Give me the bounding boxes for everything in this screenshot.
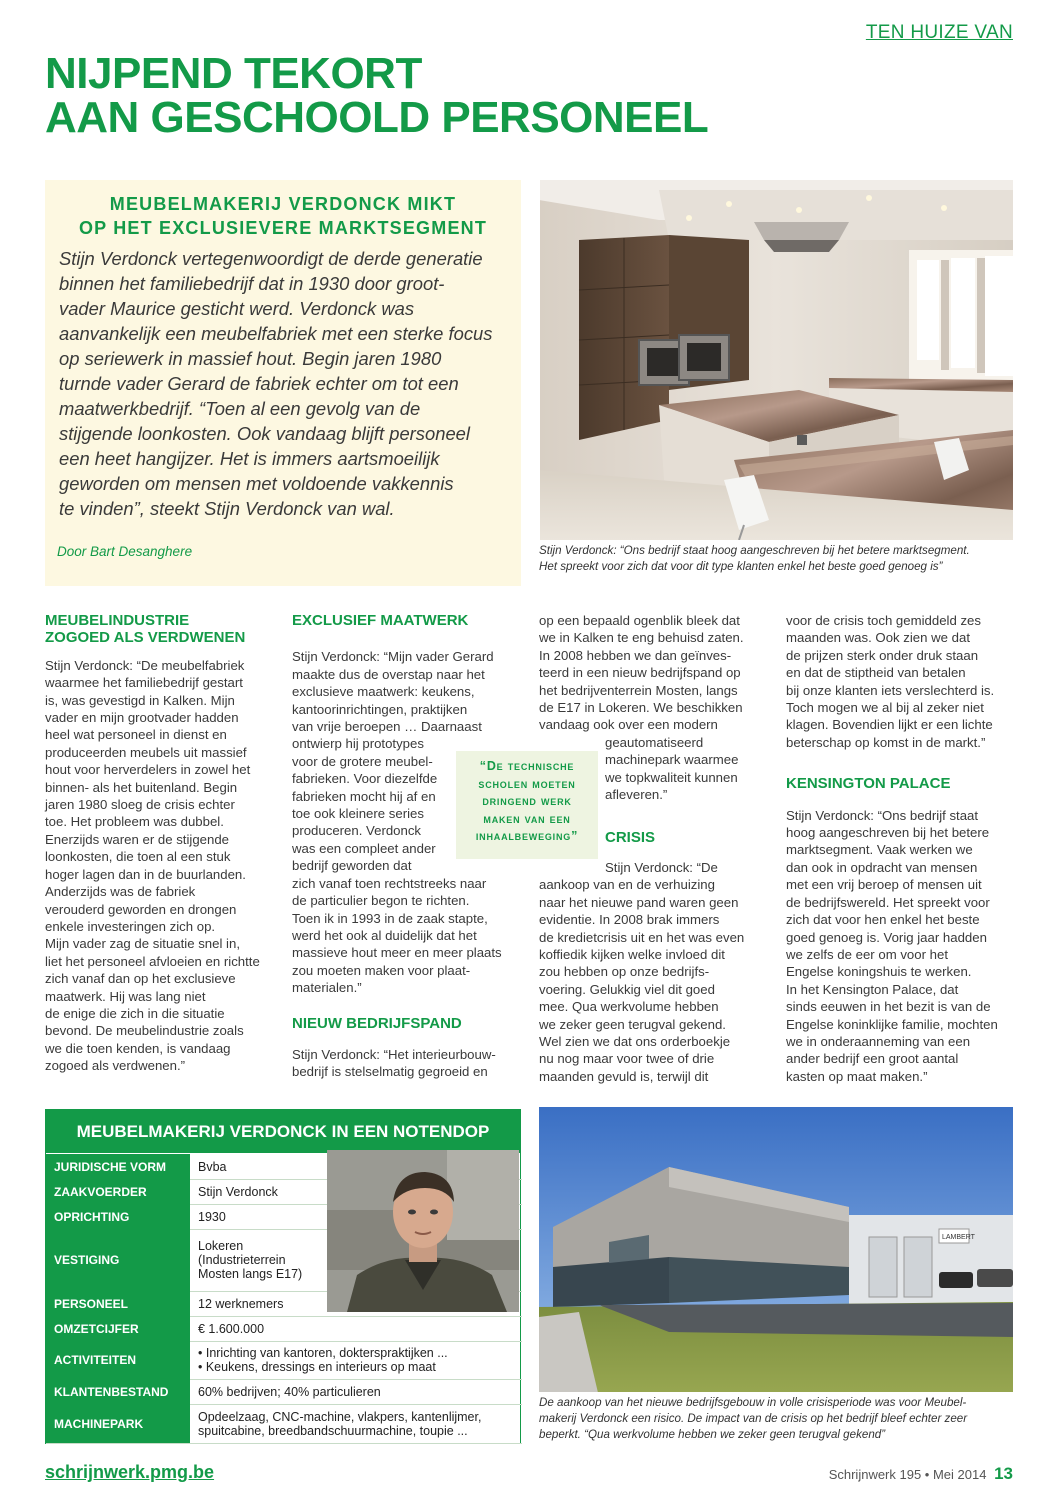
building-illustration xyxy=(539,1107,1013,1392)
text-line: produceren. Verdonck xyxy=(292,823,422,839)
notendop-value xyxy=(190,1341,522,1379)
text-line: de E17 in Lokeren. We beschikken xyxy=(539,700,743,716)
notendop-value-line: 1930 xyxy=(198,1209,226,1224)
text-line: de prijzen sterk onder druk staan xyxy=(786,647,979,663)
notendop-value-line: Lokeren xyxy=(198,1239,244,1253)
text-line: op een bepaald ogenblik bleek dat xyxy=(539,613,740,628)
text-line: vader Maurice gesticht werd. Verdonck was xyxy=(59,298,415,319)
text-line: hoog aangeschreven bij het betere xyxy=(786,825,990,841)
text-line: we in Kalken te eng behuisd zaten. xyxy=(539,630,744,646)
column-4-text-b xyxy=(786,807,1014,1086)
text-line: makerij Verdonck een risico. De impact van de crisis op het bedrijf bleef echter zeer xyxy=(539,1412,968,1425)
notendop-value-line: 12 werknemers xyxy=(198,1296,284,1311)
text-line: te vinden”, steekt Stijn Verdonck van wal. xyxy=(59,498,395,519)
notendop-separator xyxy=(46,1443,522,1444)
text-line: MEUBELINDUSTRIE xyxy=(45,612,190,629)
text-line: voor de crisis toch gemiddeld zes xyxy=(786,613,981,628)
text-line: enkele investeringen zich op. xyxy=(45,918,216,934)
building-sign: LAMBERT xyxy=(942,1234,975,1241)
text-line: geworden om mensen met voldoende vakkennis xyxy=(59,473,454,494)
text-line: werd het ook al duidelijk dat het xyxy=(292,927,477,943)
text-line: maakte dus de overstap naar het xyxy=(292,666,485,682)
text-line: Toen ik in 1993 in de zaak stapte, xyxy=(292,910,488,926)
column-3-text-b xyxy=(539,859,764,1085)
text-line: verouderd geworden en drongen xyxy=(45,901,237,917)
text-line: van vrije beroepen … Daarnaast xyxy=(292,719,482,735)
notendop-key: JURIDISCHE VORM xyxy=(46,1154,190,1179)
page-number: 13 xyxy=(994,1464,1013,1483)
text-line: Stijn Verdonck: “De xyxy=(605,859,718,875)
text-line: maanden gevuld is, terwijl dit xyxy=(539,1068,709,1084)
text-line: toe ook kleinere series xyxy=(292,806,424,822)
text-line: we topkwaliteit kunnen xyxy=(605,769,738,785)
text-line: de kredietcrisis uit en het was even xyxy=(539,929,745,945)
text-line: koffiedik kijken welke invloed dit xyxy=(539,946,725,962)
text-line: toe. Het probleem was dubbel. xyxy=(45,814,224,830)
text-line: nu nog maar voor twee of drie xyxy=(539,1051,715,1067)
notendop-value-line: • Keukens, dressings en interieurs op maat xyxy=(198,1360,436,1374)
text-line: bedrijf is stelselmatig gegroeid en xyxy=(292,1064,488,1080)
text-line: binnen het familiebedrijf dat in 1930 door groot- xyxy=(59,273,445,294)
section-tag: TEN HUIZE VAN xyxy=(865,22,1013,43)
text-line: hoger lagen dan in de buurlanden. xyxy=(45,866,246,882)
heading-meubelindustrie xyxy=(45,612,265,647)
text-line: Wel zien we dat ons orderboekje xyxy=(539,1033,731,1049)
text-line: beterschap op komst in de markt.” xyxy=(786,734,986,750)
text-line: geautomatiseerd xyxy=(605,734,704,750)
text-line: op seriewerk in massief hout. Begin jaren 1980 xyxy=(59,348,442,369)
notendop-value-line: • Inrichting van kantoren, dokterspraktijken ... xyxy=(198,1346,448,1360)
text-line: is, was gevestigd in Kalken. Mijn xyxy=(45,692,235,708)
heading-crisis: CRISIS xyxy=(605,829,656,847)
text-line: Enerzijds waren er de stijgende xyxy=(45,831,229,847)
kitchen-caption xyxy=(539,543,1013,575)
text-line: zich vanaf dan op het exclusieve xyxy=(45,971,236,987)
text-line: evidentie. In 2008 brak immers xyxy=(539,912,720,928)
text-line: bevond. De meubelindustrie zoals xyxy=(45,1023,244,1039)
text-line: we in onderaanneming van een xyxy=(786,1033,971,1049)
text-line: Stijn Verdonck: “Ons bedrijf staat hoog aangeschreven bij het betere marktsegment. xyxy=(539,544,970,557)
text-line: fabrieken mocht hij af en xyxy=(292,788,436,804)
text-line: maatwerkbedrijf. “Toen al een gevolg van de xyxy=(59,398,421,419)
text-line: naar het nieuwe pand waren geen xyxy=(539,894,739,910)
text-line: In 2008 hebben we dan geïnves- xyxy=(539,647,732,663)
notendop-value-line: Stijn Verdonck xyxy=(198,1184,278,1199)
notendop-row xyxy=(46,1404,522,1443)
text-line: klagen. Bovendien lijkt er een lichte xyxy=(786,717,993,733)
notendop-key: KLANTENBESTAND xyxy=(46,1379,190,1404)
text-line: kasten op maat maken.” xyxy=(786,1068,928,1084)
text-line: dringend werk xyxy=(482,794,572,808)
column-1-text xyxy=(45,657,265,1075)
text-line: en dat de stiptheid van betalen xyxy=(786,665,966,681)
column-4-text-a xyxy=(786,612,1014,751)
portrait-illustration xyxy=(327,1150,519,1312)
text-line: produceerden meubels uit massief xyxy=(45,744,247,760)
notendop-value-line: Opdeelzaag, CNC-machine, vlakpers, kantenlijmer, xyxy=(198,1409,482,1424)
text-line: fabrieken. Voor diezelfde xyxy=(292,771,438,787)
text-line: scholen moeten xyxy=(478,776,576,791)
text-line: zich dat voor hen enkel het beste xyxy=(786,912,980,928)
notendop-value xyxy=(190,1316,522,1341)
text-line: Engelse koninklijke familie, mochten xyxy=(786,1016,998,1032)
text-line: de enige die zich in die situatie xyxy=(45,1005,225,1021)
footer-url[interactable]: schrijnwerk.pmg.be xyxy=(45,1462,215,1482)
text-line: Stijn Verdonck: “Mijn vader Gerard xyxy=(292,649,494,665)
column-2-text-b xyxy=(292,1046,514,1081)
text-line: ontwierp hij prototypes xyxy=(292,736,424,752)
text-line: dan ook in opdracht van mensen xyxy=(786,859,978,875)
text-line: de particulier begon te richten. xyxy=(292,893,470,909)
building-photo xyxy=(539,1107,1013,1392)
text-line: machinepark waarmee xyxy=(605,752,739,768)
text-line: zou hebben op onze bedrijfs- xyxy=(539,964,710,980)
text-line: bedrijf geworden dat xyxy=(292,858,412,874)
text-line: het bedrijventerrein Mosten, langs xyxy=(539,682,738,698)
text-line: mee. Qua werkvolume hebben xyxy=(539,999,719,1015)
notendop-key: MACHINEPARK xyxy=(46,1404,190,1443)
text-line: aanvankelijk een meubelfabriek met een sterke focus xyxy=(59,323,493,344)
notendop-value-line: 60% bedrijven; 40% particulieren xyxy=(198,1384,381,1399)
text-line: beperkt. “Qua werkvolume hebben we zeker geen terugval gekend” xyxy=(539,1428,886,1441)
notendop-value-line: Bvba xyxy=(198,1159,227,1174)
notendop-key: ACTIVITEITEN xyxy=(46,1341,190,1379)
text-line: waarmee het familiebedrijf gestart xyxy=(45,675,243,691)
footer-issue-text: Schrijnwerk 195 • Mei 2014 xyxy=(828,1467,987,1482)
notendop-value-line: € 1.600.000 xyxy=(198,1321,265,1336)
text-line: ZOGOED ALS VERDWENEN xyxy=(45,629,246,647)
text-line: Anderzijds was de fabriek xyxy=(45,884,196,900)
text-line: massieve hout meer en meer plaats xyxy=(292,945,502,961)
text-line: stijgende loonkosten. Ook vandaag blijft personeel xyxy=(59,423,470,444)
pull-quote xyxy=(456,751,598,859)
notendop-key: VESTIGING xyxy=(46,1229,190,1291)
notendop-title: MEUBELMAKERIJ VERDONCK IN EEN NOTENDOP xyxy=(46,1110,520,1153)
notendop-key: ZAAKVOERDER xyxy=(46,1179,190,1204)
heading-exclusief-maatwerk: EXCLUSIEF MAATWERK xyxy=(292,612,469,629)
text-line: In het Kensington Palace, dat xyxy=(786,981,959,997)
notendop-row xyxy=(46,1379,522,1404)
text-line: kantoorinrichtingen, praktijken xyxy=(292,701,468,717)
text-line: Het spreekt voor zich dat voor dit type klanten enkel het beste goed genoeg is” xyxy=(539,560,943,573)
text-line: “De technische xyxy=(479,759,575,773)
heading-kensington-palace: KENSINGTON PALACE xyxy=(786,775,951,793)
text-line: Engelse koningshuis te werken. xyxy=(786,964,972,980)
text-line: de bedrijfswereld. Het spreekt voor xyxy=(786,894,990,910)
text-line: goed genoeg is. Vorig jaar hadden xyxy=(786,929,987,945)
text-line: Stijn Verdonck: “De meubelfabriek xyxy=(45,657,245,673)
footer-issue xyxy=(829,1464,1013,1484)
text-line: we zeker geen terugval gekend. xyxy=(539,1016,726,1032)
notendop-key: OMZETCIJFER xyxy=(46,1316,190,1341)
portrait-photo xyxy=(327,1150,519,1312)
text-line: exclusieve maatwerk: keukens, xyxy=(292,684,475,700)
intro-subtitle: MEUBELMAKERIJ VERDONCK MIKT OP HET EXCLUSIEVERE MARKTSEGMENT xyxy=(78,194,488,238)
text-line: materialen.” xyxy=(292,980,362,996)
text-line: binnen- als het buitenland. Begin xyxy=(45,779,238,795)
intro-box xyxy=(45,180,521,586)
text-line: maanden was. Ook zien we dat xyxy=(786,630,970,646)
text-line: zogoed als verdwenen.” xyxy=(45,1058,186,1074)
page-title: NIJPEND TEKORT AAN GESCHOOLD PERSONEEL xyxy=(45,49,709,142)
kitchen-illustration xyxy=(539,180,1013,540)
byline: Door Bart Desanghere xyxy=(57,544,193,559)
building-caption xyxy=(539,1395,1013,1443)
notendop-value xyxy=(190,1404,522,1443)
text-line: marktsegment. Vaak werken we xyxy=(786,842,973,858)
text-line: vandaag ook over een modern xyxy=(539,717,718,733)
text-line: een heet hangijzer. Het is immers aartsmoeilijk xyxy=(59,448,440,469)
text-line: zou moeten maken voor plaat- xyxy=(292,962,471,978)
text-line: Mijn vader zag de situatie snel in, xyxy=(45,936,240,952)
text-line: De aankoop van het nieuwe bedrijfsgebouw in volle crisisperiode was voor Meubel- xyxy=(539,1396,967,1409)
text-line: zich vanaf toen rechtstreeks naar xyxy=(292,875,487,891)
notendop-key: PERSONEEL xyxy=(46,1291,190,1316)
notendop-value xyxy=(190,1379,522,1404)
text-line: bij onze klanten iets verslechterd is. xyxy=(786,682,995,698)
text-line: hout voor herverdelers in zowel het xyxy=(45,762,251,778)
notendop-row xyxy=(46,1316,522,1341)
kitchen-photo xyxy=(539,180,1013,540)
text-line: heel wat personeel in dienst en xyxy=(45,727,227,743)
text-line: turnde vader Gerard de fabriek echter om tot een xyxy=(59,373,459,394)
text-line: was een compleet ander xyxy=(292,840,436,856)
text-line: liet het personeel afvloeien en richtte xyxy=(45,953,260,969)
notendop-value-line: spuitcabine, breedbandschuurmachine, toupie ... xyxy=(198,1423,468,1438)
text-line: met een vrij beroep of mensen uit xyxy=(786,877,982,893)
text-line: Stijn Verdonck vertegenwoordigt de derde generatie xyxy=(59,248,483,269)
intro-text xyxy=(59,246,507,521)
text-line: Stijn Verdonck: “Ons bedrijf staat xyxy=(786,807,979,823)
notendop-value-line: (Industrieterrein xyxy=(198,1253,286,1267)
text-line: Stijn Verdonck: “Het interieurbouw- xyxy=(292,1046,496,1062)
column-4 xyxy=(786,612,1014,1085)
text-line: we die toen kenden, is vandaag xyxy=(45,1040,231,1056)
text-line: Toch mogen we al bij al zeker niet xyxy=(786,700,984,716)
heading-nieuw-bedrijfspand: NIEUW BEDRIJFSPAND xyxy=(292,1014,462,1032)
text-line: loonkosten, die toen al een stuk xyxy=(45,849,231,865)
notendop-value-line: Mosten langs E17) xyxy=(198,1267,303,1281)
text-line: teerd in een nieuw bedrijfspand op xyxy=(539,665,741,681)
text-line: maken van een xyxy=(483,811,571,826)
text-line: aankoop van en de verhuizing xyxy=(539,877,715,893)
text-line: ander bedrijf een groot aantal xyxy=(786,1051,959,1067)
notendop-row xyxy=(46,1341,522,1379)
text-line: voering. Gelukkig viel dit goed xyxy=(539,981,715,997)
text-line: voor de grotere meubel- xyxy=(292,753,433,769)
text-line: afleveren.” xyxy=(605,787,668,803)
text-line: sinds eeuwen in het bezit is van de xyxy=(786,999,991,1015)
text-line: jaren 1980 sloeg de crisis echter xyxy=(45,797,235,813)
text-line: vader en mijn grootvader hadden xyxy=(45,710,239,726)
text-line: inhaalbeweging” xyxy=(475,829,579,843)
text-line: maatwerk. Hij was lang niet xyxy=(45,988,206,1004)
text-line: we zelfs de eer om voor het xyxy=(786,946,948,962)
notendop-key: OPRICHTING xyxy=(46,1204,190,1229)
column-1 xyxy=(45,612,265,1075)
